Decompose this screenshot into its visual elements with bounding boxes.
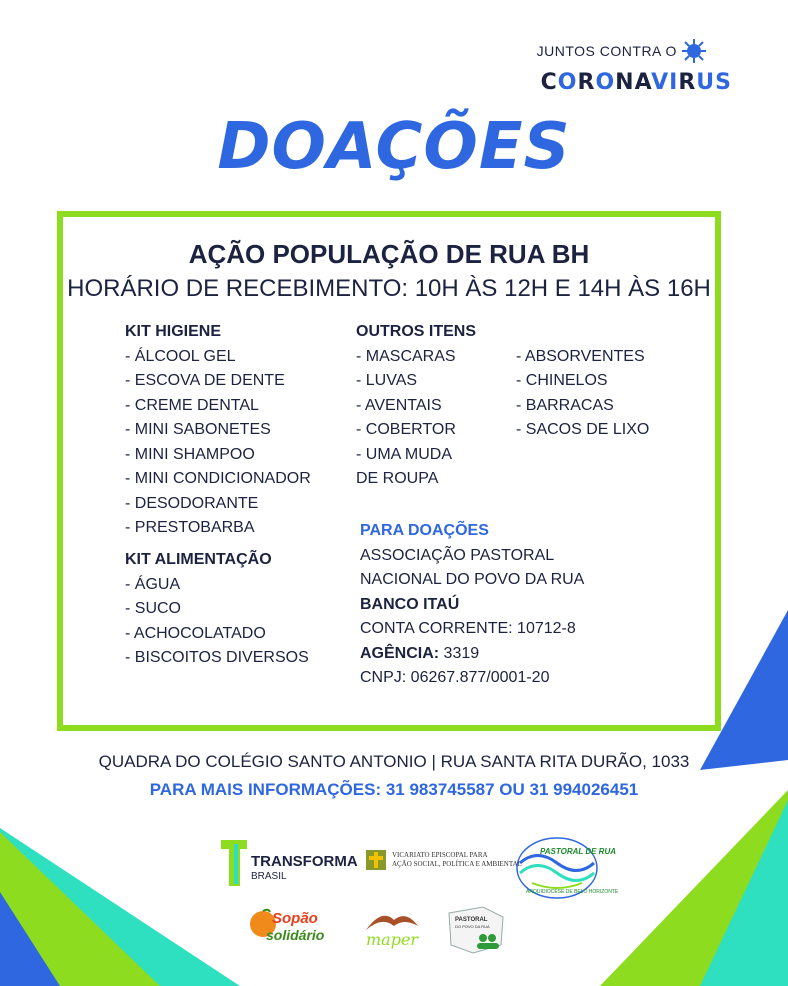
list-item: - MINI SABONETES	[125, 421, 271, 438]
list-item: - AVENTAIS	[356, 396, 442, 414]
vicariato-icon	[366, 850, 386, 870]
badge-line1: JUNTOS CONTRA O	[536, 43, 677, 59]
list-item: - CREME DENTAL	[125, 396, 259, 414]
list-item: DE ROUPA	[356, 470, 439, 487]
list-item: - PRESTOBARBA	[125, 519, 255, 536]
list-item: - COBERTOR	[356, 421, 456, 438]
pastoral-povo-line2: DO POVO DA RUA	[455, 924, 490, 929]
list-item: - BISCOITOS DIVERSOS	[125, 649, 309, 666]
list-item: - UMA MUDA	[356, 445, 452, 463]
transforma-t-icon	[221, 840, 247, 886]
pastoral-povo-map-icon	[443, 905, 509, 955]
sopao-solidario-logo	[248, 902, 326, 952]
outros-itens	[356, 320, 476, 492]
kit-higiene-heading: KIT HIGIENE	[125, 323, 222, 340]
list-item: - ÁGUA	[125, 575, 181, 593]
para-doacoes	[360, 519, 584, 691]
sopao-line2: solidário	[266, 927, 325, 943]
badge-coronavirus: CORONAVIRUS	[540, 70, 732, 95]
kit-alimentacao	[125, 548, 309, 671]
list-item: - ACHOCOLATADO	[125, 624, 266, 642]
conta-corrente: CONTA CORRENTE: 10712-8	[360, 620, 576, 637]
list-item: - ABSORVENTES	[516, 347, 645, 365]
info-box	[57, 211, 721, 731]
coronavirus-badge	[536, 38, 732, 95]
list-item: - MINI CONDICIONADOR	[125, 470, 311, 487]
maper-logo	[362, 908, 422, 953]
list-item: - MINI SHAMPOO	[125, 445, 255, 463]
outros-itens-heading: OUTROS ITENS	[356, 323, 477, 340]
pastoral-name: PASTORAL DE RUA	[540, 847, 617, 856]
pastoral-povo-line1: PASTORAL	[455, 917, 488, 923]
list-item: - BARRACAS	[516, 396, 614, 414]
list-item: - ÁLCOOL GEL	[125, 347, 236, 365]
list-item: - LUVAS	[356, 372, 418, 389]
list-item: - ESCOVA DE DENTE	[125, 372, 285, 389]
page-title: DOAÇÕES	[217, 110, 571, 184]
para-doacoes-heading: PARA DOAÇÕES	[360, 522, 489, 539]
list-item: - DESODORANTE	[125, 494, 259, 512]
kit-higiene	[125, 320, 311, 541]
list-item: - SACOS DE LIXO	[516, 421, 650, 438]
maper-name: maper	[366, 930, 419, 949]
pastoral-de-rua-logo	[512, 833, 619, 903]
outros-itens-col2	[516, 345, 649, 443]
assoc-line2: NACIONAL DO POVO DA RUA	[360, 571, 585, 588]
list-item: - SUCO	[125, 600, 181, 617]
contact-info: PARA MAIS INFORMAÇÕES: 31 983745587 OU 31 994026451	[149, 780, 639, 799]
kit-alimentacao-heading: KIT ALIMENTAÇÃO	[125, 551, 272, 568]
cnpj: CNPJ: 06267.877/0001-20	[360, 669, 550, 686]
transforma-name: TRANSFORMA	[251, 853, 358, 870]
list-item: - CHINELOS	[516, 372, 608, 389]
list-item: - MASCARAS	[356, 347, 456, 365]
vicariato-line2: AÇÃO SOCIAL, POLÍTICA E AMBIENTAL	[392, 860, 522, 868]
sopao-line1: Sopão	[272, 910, 318, 927]
pastoral-arc-text: ARQUIDIOCESE DE BELO HORIZONTE	[526, 889, 619, 895]
transforma-sub: BRASIL	[251, 871, 287, 882]
agencia: AGÊNCIA: 3319	[360, 644, 480, 662]
address: QUADRA DO COLÉGIO SANTO ANTONIO | RUA SANTA RITA DURÃO, 1033	[98, 752, 690, 771]
pastoral-povo-rua-logo	[443, 905, 509, 955]
box-title: AÇÃO POPULAÇÃO DE RUA BH	[188, 239, 590, 269]
bank-name: BANCO ITAÚ	[360, 595, 460, 613]
virus-icon	[681, 38, 707, 64]
vicariato-line1: VICARIATO EPISCOPAL PARA	[392, 851, 488, 859]
assoc-line1: ASSOCIAÇÃO PASTORAL	[360, 546, 555, 564]
box-subtitle: HORÁRIO DE RECEBIMENTO: 10H ÀS 12H E 14H ÀS 16H	[67, 275, 711, 302]
